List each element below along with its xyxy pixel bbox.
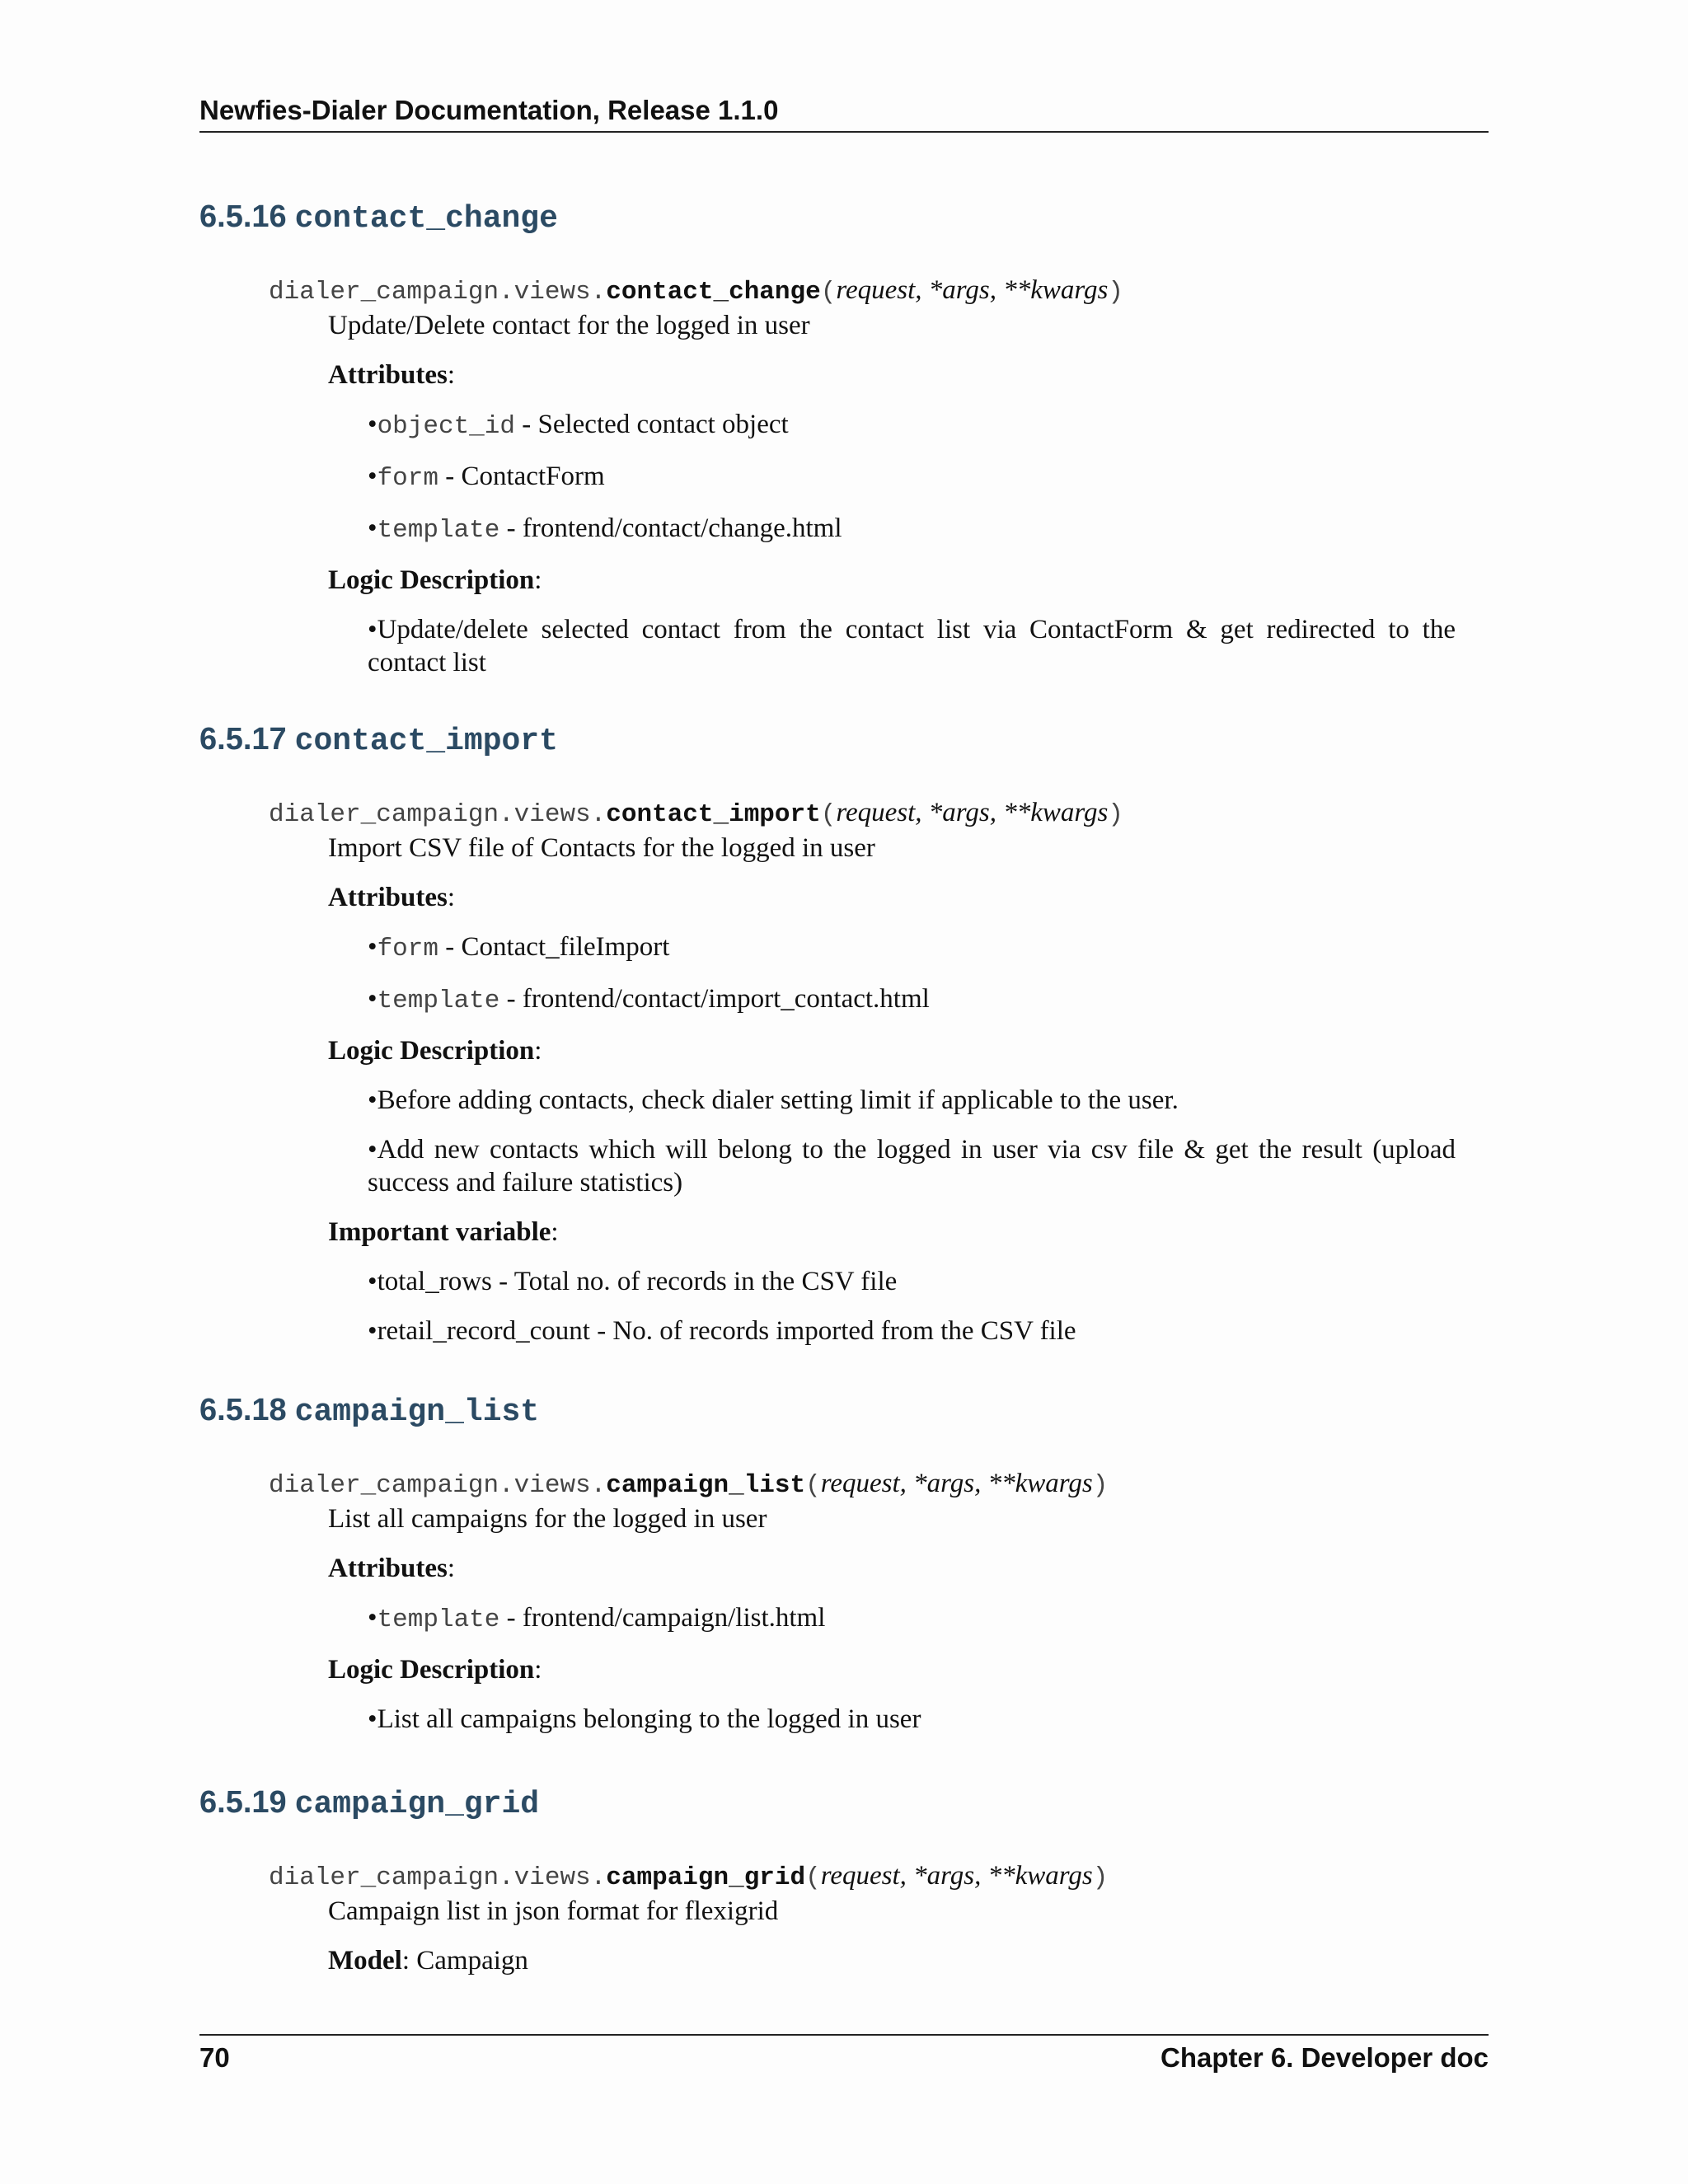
module-path: dialer_campaign.views.: [269, 278, 607, 307]
function-name: campaign_list: [606, 1471, 806, 1500]
section-name: contact_change: [294, 201, 558, 237]
page-number: 70: [199, 2042, 230, 2073]
function-params: request, *args, **kwargs: [820, 1861, 1093, 1891]
logic-label: Logic Description:: [328, 565, 542, 595]
function-name: campaign_grid: [606, 1863, 806, 1892]
attribute-item: •template - frontend/contact/import_contact.html: [368, 984, 930, 1015]
section-title: [199, 1390, 1489, 1431]
attributes-label: Attributes:: [328, 883, 455, 912]
function-params: request, *args, **kwargs: [836, 798, 1109, 827]
chapter-title: Chapter 6. Developer doc: [1160, 2042, 1489, 2073]
module-path: dialer_campaign.views.: [269, 1471, 607, 1500]
module-path: dialer_campaign.views.: [269, 1863, 607, 1892]
section-name: campaign_grid: [294, 1787, 540, 1822]
section-number: 6.5.17: [199, 722, 287, 757]
function-signature: dialer_campaign.views.contact_change(request, *args, **kwargs): [269, 275, 1123, 307]
attributes-label: Attributes:: [328, 1554, 455, 1583]
section-title: [199, 196, 1489, 237]
section-campaign-list: [199, 1390, 1489, 1736]
section-number: 6.5.16: [199, 199, 287, 234]
logic-item: •Add new contacts which will belong to the logged in user via csv file & get the result (upload success and failure statistics): [368, 1135, 1456, 1197]
important-label: Important variable:: [328, 1217, 559, 1247]
section-contact-change: [199, 196, 1489, 679]
logic-item: •Before adding contacts, check dialer setting limit if applicable to the user.: [368, 1085, 1179, 1115]
attribute-item: •form - Contact_fileImport: [368, 932, 670, 963]
footer-rule: [199, 2034, 1489, 2036]
section-title: [199, 1782, 1489, 1823]
attribute-item: •object_id - Selected contact object: [368, 410, 789, 441]
function-name: contact_import: [606, 800, 821, 829]
section-contact-import: [199, 719, 1489, 1347]
logic-label: Logic Description:: [328, 1655, 542, 1685]
attributes-label: Attributes:: [328, 360, 455, 390]
section-title: [199, 719, 1489, 760]
attribute-item: •template - frontend/contact/change.html: [368, 513, 842, 545]
attribute-item: •template - frontend/campaign/list.html: [368, 1603, 826, 1634]
page-footer: [199, 2042, 1489, 2074]
function-description: List all campaigns for the logged in user: [328, 1504, 767, 1534]
function-signature: dialer_campaign.views.campaign_list(request, *args, **kwargs): [269, 1469, 1109, 1500]
logic-item: •Update/delete selected contact from the contact list via ContactForm & get redirected to the contact list: [368, 615, 1456, 677]
function-signature: dialer_campaign.views.contact_import(request, *args, **kwargs): [269, 798, 1123, 829]
function-params: request, *args, **kwargs: [836, 275, 1109, 305]
section-number: 6.5.18: [199, 1393, 287, 1427]
function-description: Campaign list in json format for flexigrid: [328, 1896, 779, 1926]
logic-label: Logic Description:: [328, 1036, 542, 1066]
function-description: Import CSV file of Contacts for the logged in user: [328, 833, 875, 863]
model-value: Campaign: [416, 1946, 528, 1975]
section-campaign-grid: [199, 1782, 1489, 1977]
function-name: contact_change: [606, 278, 821, 307]
section-number: 6.5.19: [199, 1785, 287, 1820]
attribute-item: •form - ContactForm: [368, 462, 605, 493]
function-signature: dialer_campaign.views.campaign_grid(request, *args, **kwargs): [269, 1861, 1109, 1892]
important-item: •retail_record_count - No. of records imported from the CSV file: [368, 1316, 1076, 1346]
logic-item: •List all campaigns belonging to the logged in user: [368, 1704, 921, 1734]
section-name: campaign_list: [294, 1394, 540, 1430]
module-path: dialer_campaign.views.: [269, 800, 607, 829]
function-params: request, *args, **kwargs: [820, 1469, 1093, 1498]
running-header: Newfies-Dialer Documentation, Release 1.1.0: [199, 95, 1489, 133]
section-name: contact_import: [294, 724, 558, 759]
important-item: •total_rows - Total no. of records in the CSV file: [368, 1267, 898, 1296]
function-description: Update/Delete contact for the logged in user: [328, 311, 810, 340]
model-label: Model: Campaign: [328, 1946, 528, 1975]
